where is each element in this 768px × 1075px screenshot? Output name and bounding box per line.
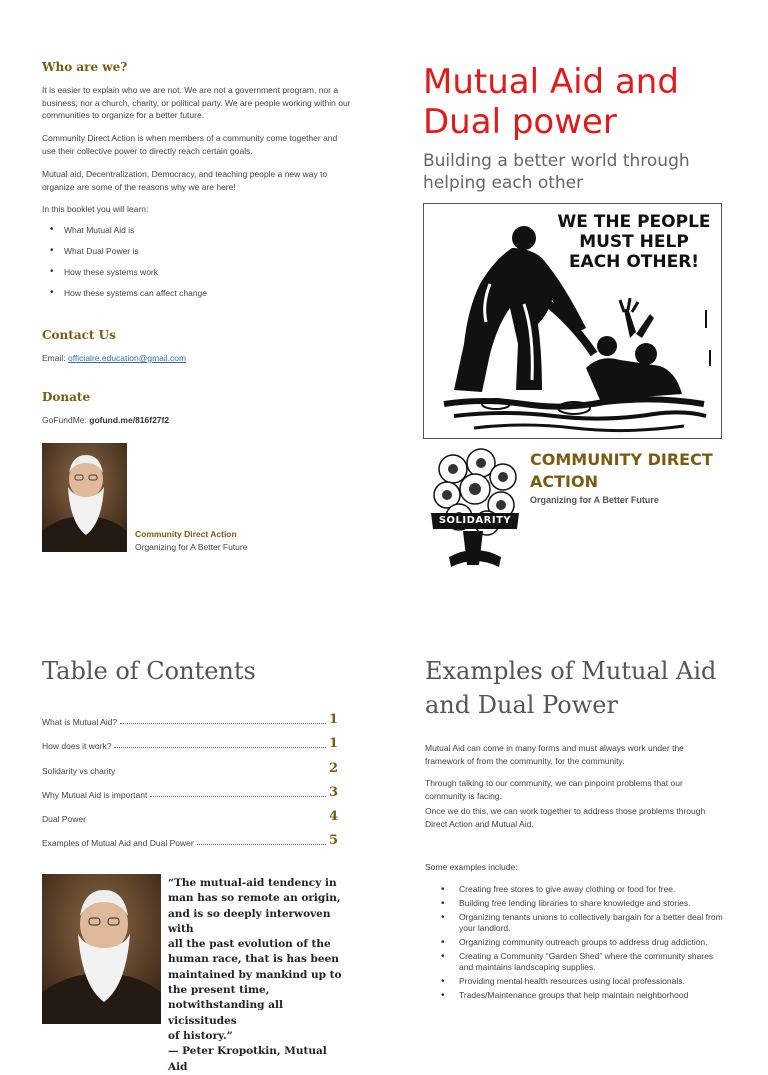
email-link[interactable]: officialre.education@gmail.com <box>68 353 187 363</box>
toc-leader <box>150 796 326 797</box>
toc-entry[interactable] <box>42 707 338 727</box>
who-heading: Who are we? <box>42 60 128 74</box>
email-line <box>42 352 186 365</box>
learn-intro: In this booklet you will learn: <box>42 204 149 214</box>
contact-heading: Contact Us <box>42 328 116 342</box>
org-name <box>530 449 713 493</box>
list-item: • Creating a Community “Garden Shed” where the community shares and maintains landscaping supplies. <box>425 951 725 973</box>
examples-intro: Some examples include: <box>425 862 518 872</box>
caption-subtitle: Organizing for A Better Future <box>135 542 248 552</box>
who-paragraph-2: Community Direct Action is when members of a community come together and use their collective power to directly reach certain goals. <box>42 133 338 156</box>
org-tagline: Organizing for A Better Future <box>530 495 659 505</box>
list-item: • What Dual Power is <box>42 246 342 256</box>
toc-leader <box>197 844 326 845</box>
poster-illustration <box>423 203 722 439</box>
poster-line-3: EACH OTHER! <box>568 252 700 272</box>
list-item: • What Mutual Aid is <box>42 225 342 235</box>
examples-heading <box>425 654 716 722</box>
toc-entry-text: What is Mutual Aid? <box>42 717 118 727</box>
toc-entry-text: Dual Power <box>42 814 86 824</box>
toc-entry-page: 5 <box>328 833 338 848</box>
poster-line-2: MUST HELP <box>579 232 689 252</box>
list-item: • Building free lending libraries to share knowledge and stories. <box>425 898 725 909</box>
cover-title-line-2: Dual power <box>423 102 617 142</box>
cover-title <box>423 62 679 142</box>
kropotkin-quote <box>168 876 348 1075</box>
toc-entry[interactable] <box>42 828 338 848</box>
toc-entry-page: 1 <box>328 712 338 727</box>
quote-line: and is so deeply interwoven with <box>168 907 331 935</box>
toc-entry-text: Why Mutual Aid is important <box>42 790 148 800</box>
quote-line: “The mutual-aid tendency in <box>168 877 337 889</box>
gofundme-value[interactable]: gofund.me/816f27f2 <box>89 415 170 425</box>
examples-paragraph-3: Once we do this, we can work together to address those problems through Direct Action and Mutual Aid. <box>425 806 706 829</box>
gofundme-line <box>42 414 169 427</box>
quote-line: of history.” <box>168 1029 233 1042</box>
examples-list <box>425 884 725 1004</box>
kropotkin-portrait <box>42 443 127 552</box>
kropotkin-portrait-large <box>42 874 161 1024</box>
toc-entry-page: 3 <box>328 785 338 800</box>
email-label: Email: <box>42 353 66 363</box>
learn-list <box>42 225 342 309</box>
examples-paragraph-1: Mutual Aid can come in many forms and must always work under the framework of from the community, for the community. <box>425 743 684 766</box>
gofundme-label: GoFundMe: <box>42 415 87 425</box>
caption-title: Community Direct Action <box>135 529 237 539</box>
who-paragraph-1: It is easier to explain who we are not. We are not a government program, nor a business, nor a church, charity, or political party. We are people working within our communities to organize for a better future. <box>42 85 351 121</box>
cover-title-line-1: Mutual Aid and <box>423 62 679 102</box>
list-item: • Providing mental health resources using local professionals. <box>425 976 725 987</box>
examples-paragraph-2: Through talking to our community, we can pinpoint problems that our community is facing. <box>425 778 683 801</box>
list-item: • How these systems work <box>42 267 342 277</box>
list-item: • How these systems can affect change <box>42 288 342 298</box>
quote-line: man has so remote an origin, <box>168 892 341 905</box>
toc-entry[interactable] <box>42 756 338 776</box>
poster-slogan <box>554 212 714 272</box>
list-item: • Creating free stores to give away clothing or food for free. <box>425 884 725 895</box>
toc-entry-page: 2 <box>328 761 338 776</box>
examples-heading-line-2: and Dual Power <box>425 691 618 719</box>
donate-heading: Donate <box>42 390 91 404</box>
list-item: • Organizing tenants unions to collectively bargain for a better deal from your landlord. <box>425 912 725 934</box>
toc-entry[interactable] <box>42 731 338 751</box>
toc-heading: Table of Contents <box>42 657 256 685</box>
solidarity-emblem <box>429 447 521 573</box>
toc-entry[interactable] <box>42 780 338 800</box>
examples-heading-line-1: Examples of Mutual Aid <box>425 657 717 685</box>
list-item: • Trades/Maintenance groups that help maintain neighborhood <box>425 990 725 1001</box>
toc-entry-page: 1 <box>328 736 338 751</box>
badge-text: SOLIDARITY <box>438 515 512 526</box>
who-paragraph-3: Mutual aid, Decentralization, Democracy, and teaching people a new way to organize are some of the reasons why we are here! <box>42 169 328 192</box>
org-name-line-2: ACTION <box>530 472 598 491</box>
cover-subtitle <box>423 150 690 194</box>
quote-line: the present time, <box>168 984 270 997</box>
quote-line: notwithstanding all vicissitudes <box>168 999 283 1027</box>
toc-entry-page: 4 <box>328 809 338 824</box>
org-name-line-1: COMMUNITY DIRECT <box>530 450 713 469</box>
cover-subtitle-line-1: Building a better world through <box>423 151 690 171</box>
toc-entry-text: How does it work? <box>42 741 112 751</box>
toc-entry[interactable] <box>42 804 338 824</box>
quote-line: maintained by mankind up to <box>168 968 342 981</box>
toc-leader <box>120 723 326 724</box>
toc-leader <box>114 747 326 748</box>
quote-line: all the past evolution of the <box>168 938 331 951</box>
quote-line: human race, that is has been <box>168 953 339 966</box>
cover-subtitle-line-2: helping each other <box>423 173 584 193</box>
toc-entry-text: Examples of Mutual Aid and Dual Power <box>42 838 194 848</box>
list-item: • Organizing community outreach groups to address drug addiction. <box>425 937 725 948</box>
toc-entry-text: Solidarity vs charity <box>42 766 116 776</box>
quote-attribution: — Peter Kropotkin, Mutual Aid <box>168 1045 327 1073</box>
poster-line-1: WE THE PEOPLE <box>557 212 711 232</box>
